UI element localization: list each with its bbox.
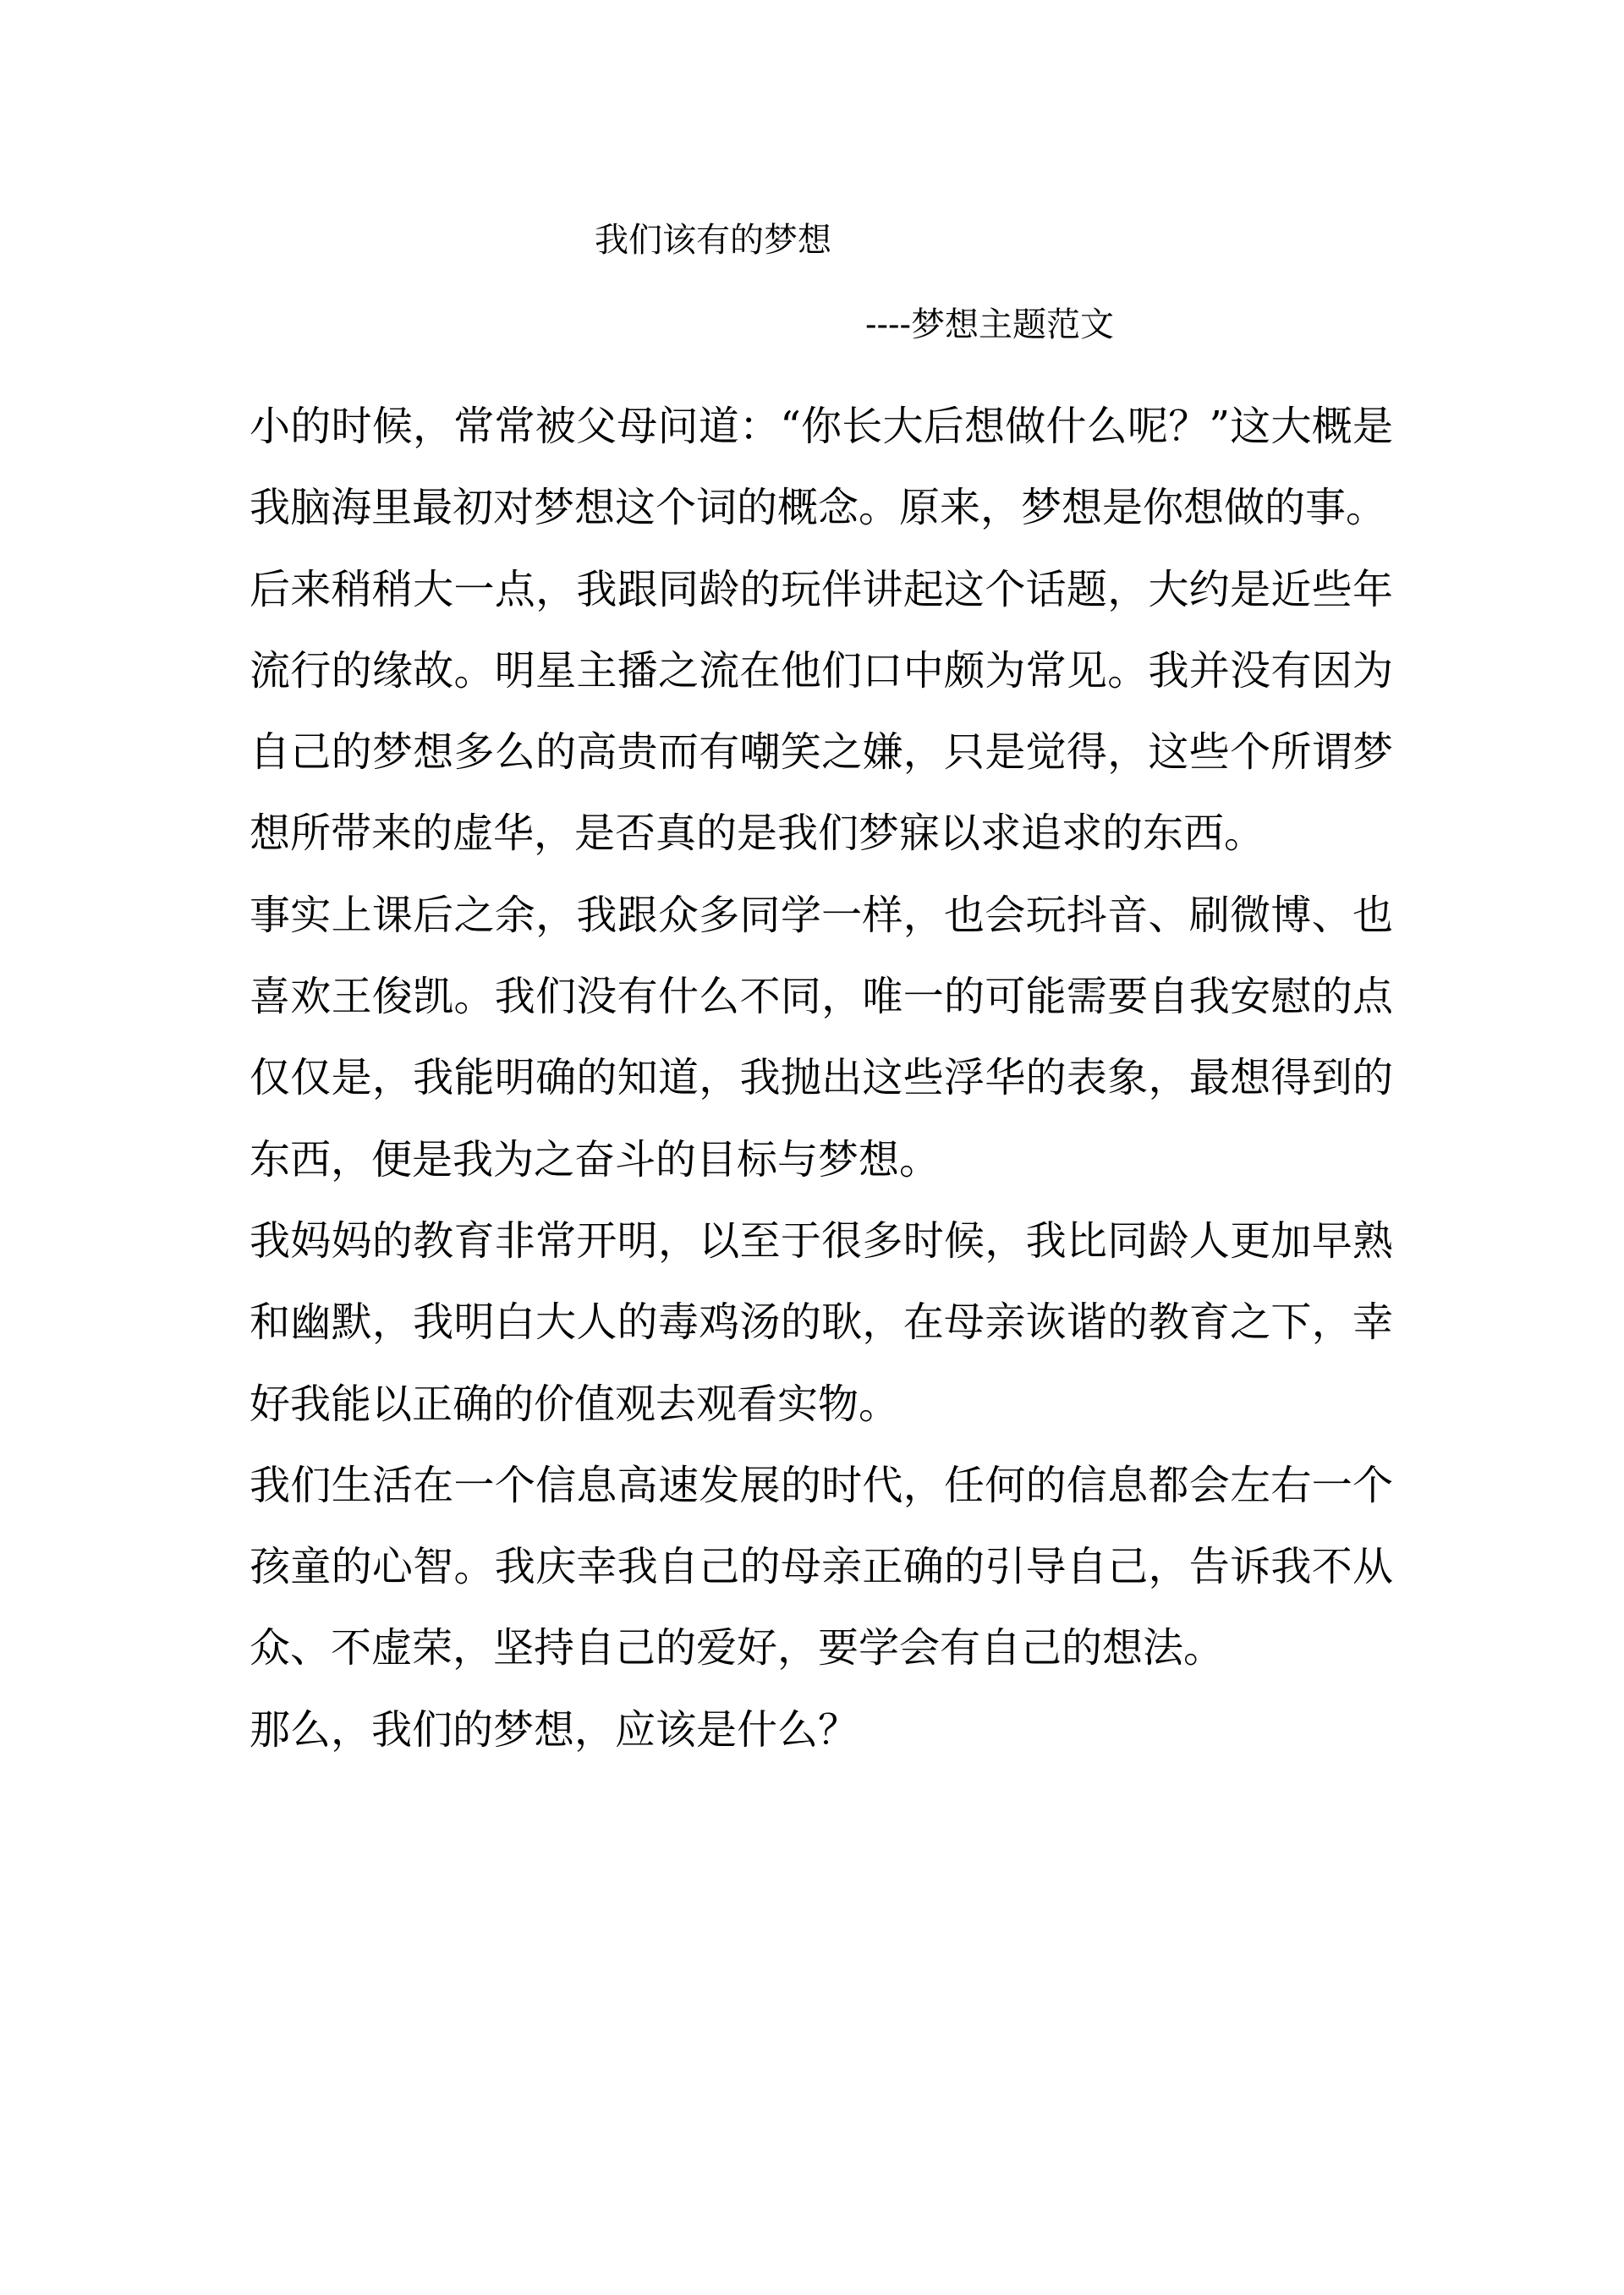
paragraph-1: 小的时候，常常被父母问道：“你长大后想做什么呢？”这大概是我脑海里最初对梦想这个词的概念。原来，梦想是你想做的事。 [250,403,1393,532]
paragraph-4: 我妈妈的教育非常开明，以至于很多时候，我比同龄人更加早熟和幽默，我明白大人的毒鸡汤的耿，在母亲诙谐的教育之下，幸好我能以正确的价值观去观看实物。 [250,1216,1393,1428]
document-body [250,386,1393,1771]
document-subtitle: ----梦想主题范文 [865,305,1115,344]
paragraph-6: 那么，我们的梦想，应该是什么？ [250,1705,859,1754]
paragraph-5: 我们生活在一个信息高速发展的时代，任何的信息都会左右一个孩童的心智。我庆幸我自己的母亲正确的引导自己，告诉我不从众、不虚荣，坚持自己的爱好，要学会有自己的想法。 [250,1461,1393,1672]
paragraph-2: 后来稍稍大一点，我跟同龄的玩伴讲起这个话题，大约是近些年流行的缘故。明星主播之流在他们口中颇为常见。我并没有因为自己的梦想多么的高贵而有嘲笑之嫌，只是觉得，这些个所谓梦想所带来的虚华，是否真的是我们梦寐以求追求的东西。 [250,565,1393,858]
paragraph-3: 事实上课后之余，我跟众多同学一样，也会玩抖音、刷微博、也喜欢王俊凯。我们没有什么不同，唯一的可能需要自我安慰的点仅仅是，我能明确的知道，我抛出这些浮华的表象，最想得到的东西，便是我为之奋斗的目标与梦想。 [250,891,1393,1183]
document-title: 我们该有的梦想 [595,221,831,260]
